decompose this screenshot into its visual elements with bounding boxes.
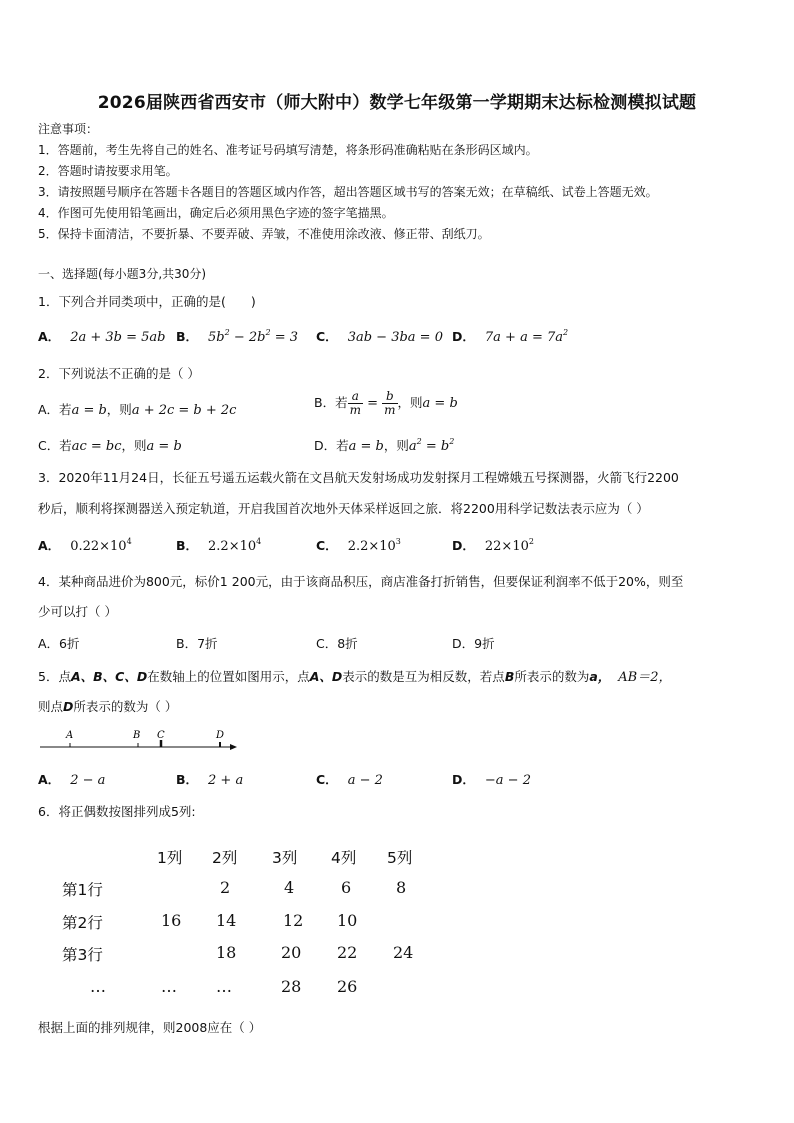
question-6-tail: 根据上面的排列规律，则2008应在（ ） xyxy=(38,1020,262,1035)
q3-option-c: C． $2.2\times 10^3$ xyxy=(316,537,401,554)
option-label: C．若 xyxy=(38,438,72,453)
option-conj: ，则 xyxy=(121,438,147,453)
notice-heading: 注意事项： xyxy=(38,122,99,136)
table-cell: 4 xyxy=(284,878,295,897)
label-d: D xyxy=(216,730,225,741)
option-label: D． xyxy=(452,538,475,553)
label-b: B xyxy=(133,730,141,741)
question-2-stem: 2．下列说法不正确的是（ ） xyxy=(38,366,200,381)
question-4-line: 4．某种商品进价为800元，标价1 200元，由于该商品积压，商店准备打折销售，但要保证利润率不低于20%，则至 xyxy=(38,574,684,589)
table-cell: 22 xyxy=(337,943,358,962)
option-label: A．若 xyxy=(38,402,72,417)
q4-option-d: D．9折 xyxy=(452,636,495,651)
q3-option-a: A． $0.22\times 10^4$ xyxy=(38,537,132,554)
label-c: C xyxy=(157,730,165,741)
table-cell: 18 xyxy=(216,943,237,962)
table-cell: 6 xyxy=(341,878,352,897)
option-label: D． xyxy=(452,772,475,787)
option-label: B． xyxy=(176,538,199,553)
text: 则点 xyxy=(38,699,64,714)
text: 所表示的数为（ ） xyxy=(73,699,178,714)
row-header: 第1行 xyxy=(62,881,103,899)
row-header: 第2行 xyxy=(62,914,103,932)
option-conj: ，则 xyxy=(383,438,409,453)
table-cell: 26 xyxy=(337,977,358,996)
option-label: B． xyxy=(176,329,199,344)
option-label: D． xyxy=(452,329,475,344)
notice-item: 2．答题时请按要求用笔。 xyxy=(38,164,178,178)
notice-item: 3．请按照题号顺序在答题卡各题目的答题区域内作答，超出答题区域书写的答案无效；在草稿纸、试卷上答题无效。 xyxy=(38,185,658,199)
q5-option-b: B． 2 + a xyxy=(176,772,244,788)
question-3-line: 秒后，顺利将探测器送入预定轨道，开启我国首次地外天体采样返回之旅．将2200用科学记数法表示应为（ ） xyxy=(38,501,649,516)
table-cell: 20 xyxy=(281,943,302,962)
point-name: D xyxy=(63,699,74,714)
q2-option-a: A．若a = b，则a + 2c = b + 2c xyxy=(38,402,237,418)
option-label: C． xyxy=(316,772,338,787)
text: 表示的数是互为相反数，若点 xyxy=(342,669,505,684)
notice-item: 1．答题前，考生先将自己的姓名、准考证号码填写清楚，将条形码准确粘贴在条形码区域内。 xyxy=(38,143,538,157)
q4-option-a: A．6折 xyxy=(38,636,80,651)
col-header: 4列 xyxy=(331,849,357,867)
q3-option-d: D． $22\times 10^2$ xyxy=(452,537,534,554)
q5-option-a: A． 2 − a xyxy=(38,772,106,788)
row-header: 第3行 xyxy=(62,946,103,964)
question-3-line: 3．2020年11月24日，长征五号遥五运载火箭在文昌航天发射场成功发射探月工程嫦娥五号探测器，火箭飞行2200 xyxy=(38,470,679,485)
question-5-line xyxy=(38,697,177,715)
notice-item: 4．作图可先使用铅笔画出，确定后必须用黑色字迹的签字笔描黑。 xyxy=(38,206,394,220)
section-heading: 一、选择题(每小题3分,共30分) xyxy=(38,267,207,281)
q1-option-b: B． $5b^2 - 2b^2 = 3$ xyxy=(176,328,298,345)
text: 在数轴上的位置如图用示，点 xyxy=(147,669,310,684)
question-6-stem: 6．将正偶数按图排列成5列: xyxy=(38,804,196,819)
q1-option-d: D． $7a + a = 7a^2$ xyxy=(452,328,569,345)
col-header: 2列 xyxy=(212,849,238,867)
text: 5．点 xyxy=(38,669,71,684)
q4-option-b: B．7折 xyxy=(176,636,218,651)
q5-option-d: D． −a − 2 xyxy=(452,772,531,788)
q2-option-d: D．若a = b，则$a^2 = b^2$ xyxy=(314,437,455,454)
option-label: C． xyxy=(316,329,338,344)
option-conj: ，则 xyxy=(397,395,423,410)
option-label: A． xyxy=(38,538,61,553)
page-title: 2026届陕西省西安市（师大附中）数学七年级第一学期期末达标检测模拟试题 xyxy=(97,93,697,113)
question-1-stem: 1．下列合并同类项中，正确的是( ) xyxy=(38,294,256,309)
option-label: B． xyxy=(176,772,199,787)
table-cell: 16 xyxy=(161,911,182,930)
table-cell: 24 xyxy=(393,943,414,962)
number-line xyxy=(38,728,238,756)
question-5-line xyxy=(38,666,672,685)
even-number-table xyxy=(60,840,460,1010)
arrow-head xyxy=(230,744,237,750)
option-label: B．若 xyxy=(314,395,348,410)
option-label: C． xyxy=(316,538,338,553)
text: 所表示的数为 xyxy=(514,669,590,684)
variable: a， xyxy=(589,669,611,684)
point-name: B xyxy=(504,669,515,684)
table-cell: 12 xyxy=(283,911,304,930)
table-cell: 14 xyxy=(216,911,237,930)
q4-option-c: C．8折 xyxy=(316,636,358,651)
q2-option-b: B．若 $\frac{a}{m}$ = $\frac{b}{m}$ ，则a = b xyxy=(314,389,458,417)
option-label: A． xyxy=(38,329,61,344)
q1-option-a: A． 2a + 3b = 5ab xyxy=(38,329,166,345)
label-a: A xyxy=(66,730,74,741)
table-cell: … xyxy=(161,977,177,996)
q5-option-c: C． a − 2 xyxy=(316,772,383,788)
table-cell: 10 xyxy=(337,911,358,930)
option-conj: ，则 xyxy=(106,402,132,417)
table-cell: … xyxy=(90,977,106,996)
point-names: A、B、C、D xyxy=(70,669,148,684)
option-label: D．若 xyxy=(314,438,349,453)
col-header: 3列 xyxy=(272,849,298,867)
notice-item: 5．保持卡面清洁，不要折暴、不要弄破、弄皱，不准使用涂改液、修正带、刮纸刀。 xyxy=(38,227,490,241)
table-cell: 28 xyxy=(281,977,302,996)
q1-option-c: C． 3ab − 3ba = 0 xyxy=(316,329,443,345)
q3-option-b: B． $2.2\times 10^4$ xyxy=(176,537,262,554)
table-cell: 2 xyxy=(220,878,231,897)
table-cell: … xyxy=(216,977,232,996)
q2-option-c: C．若ac = bc，则a = b xyxy=(38,438,182,454)
table-cell: 8 xyxy=(396,878,407,897)
point-names: A、D xyxy=(309,669,343,684)
col-header: 1列 xyxy=(157,849,183,867)
col-header: 5列 xyxy=(387,849,413,867)
question-4-line: 少可以打（ ） xyxy=(38,604,117,619)
option-label: A． xyxy=(38,772,61,787)
equation: AB＝2， xyxy=(618,670,672,685)
